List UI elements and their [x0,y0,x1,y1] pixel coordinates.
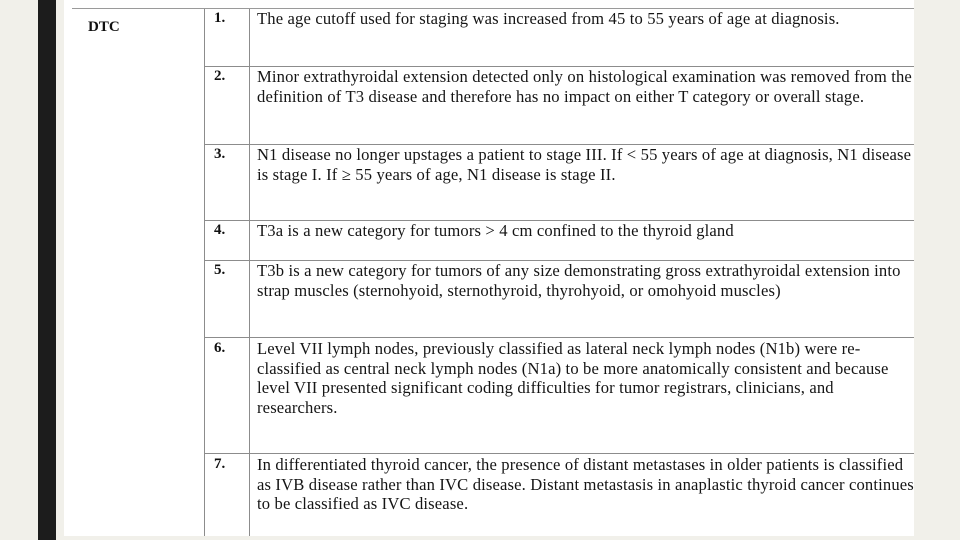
table-row [204,67,914,145]
row-text: In differentiated thyroid cancer, the presence of distant metastases in older patients is classified as IVB disease rather than IVC disease. Distant metastasis in anaplastic thyroid cancer continues to be classified as IVC disease. [257,455,914,513]
row-text: T3b is a new category for tumors of any size demonstrating gross extrathyroidal extension into strap muscles (sternohyoid, sternothyroid, thyrohyoid, or omohyoid muscles) [257,261,901,300]
row-text: Level VII lymph nodes, previously classified as lateral neck lymph nodes (N1b) were re-classified as central neck lymph nodes (N1a) to be more anatomically consistent and because level VII presented significant coding difficulties for tumor registrars, clinicians, and researchers. [257,339,889,417]
row-number: 7. [214,456,226,472]
table-label: DTC [88,19,120,35]
table-row [204,9,914,67]
slide-accent-bar [38,0,56,540]
table-row [204,339,914,454]
table-row [204,145,914,221]
row-text: T3a is a new category for tumors > 4 cm confined to the thyroid gland [257,221,734,240]
row-text: Minor extrathyroidal extension detected only on histological examination was removed from the definition of T3 disease and therefore has no impact on either T category or overall stage. [257,67,912,106]
document-page [64,0,914,536]
table-row [204,261,914,338]
table-row [204,455,914,536]
row-text: The age cutoff used for staging was increased from 45 to 55 years of age at diagnosis. [257,9,840,28]
row-text: N1 disease no longer upstages a patient to stage III. If < 55 years of age at diagnosis, N1 disease is stage I. If ≥ 55 years of age, N1 disease is stage II. [257,145,912,184]
staging-changes-table [72,8,914,536]
row-number: 3. [214,146,226,162]
row-number: 2. [214,68,226,84]
row-number: 6. [214,340,226,356]
row-number: 4. [214,222,226,238]
table-row [204,221,914,261]
row-number: 1. [214,10,226,26]
row-number: 5. [214,262,226,278]
